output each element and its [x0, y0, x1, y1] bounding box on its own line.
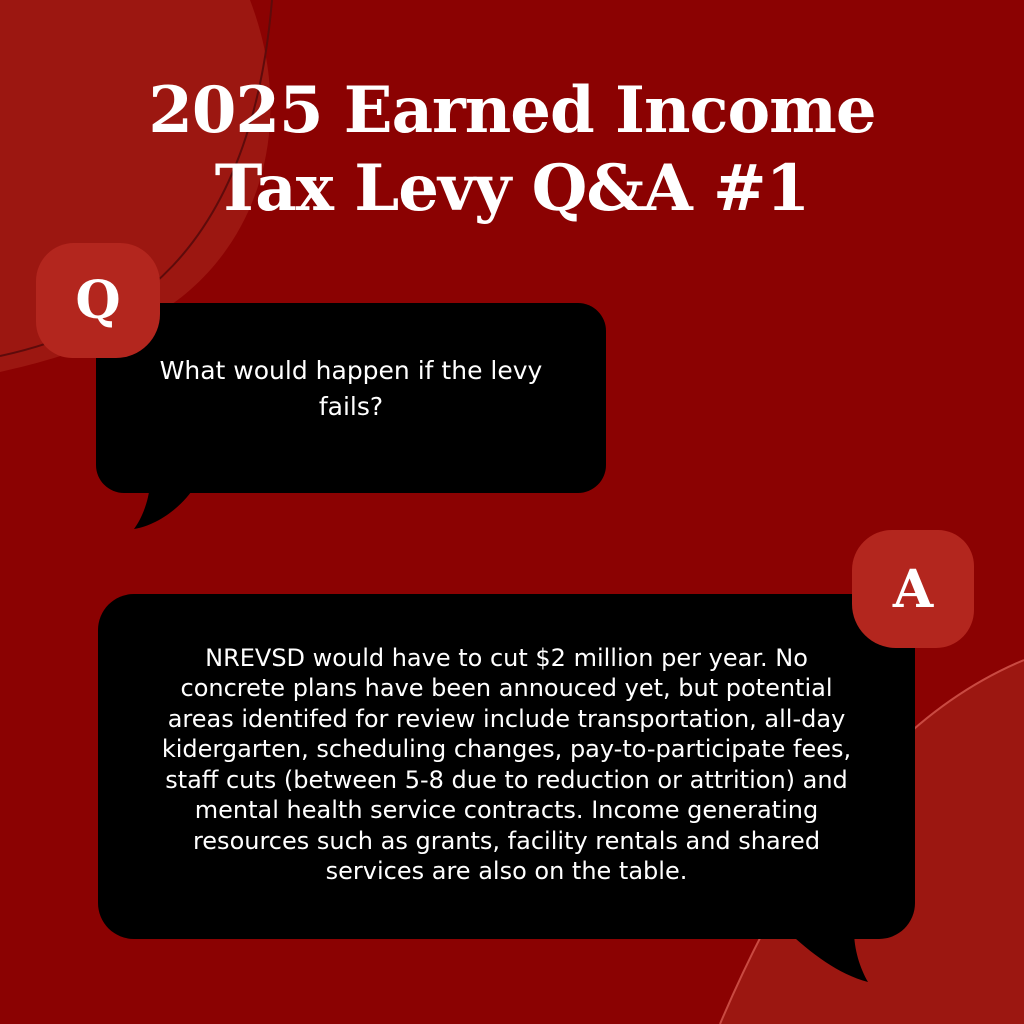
question-text: What would happen if the levy fails?: [159, 356, 543, 421]
answer-badge: [852, 530, 974, 648]
page-title: [0, 72, 1024, 228]
question-bubble: [96, 303, 606, 493]
question-badge-letter: Q: [75, 270, 121, 331]
question-badge: [36, 243, 160, 358]
title-line-2: Tax Levy Q&A #1: [214, 151, 810, 226]
answer-badge-letter: A: [892, 558, 934, 620]
answer-bubble: [98, 594, 915, 939]
answer-text: NREVSD would have to cut $2 million per year. No concrete plans have been annouced yet, but potential areas identifed for review include transportation, all-day kidergarten, scheduling changes, pay-to-participate fees, staff cuts (between 5-8 due to reduction or attrition) and mental health service contracts. Income generating resources such as grants, facility rentals and shared services are also on the table.: [161, 643, 852, 885]
title-line-1: 2025 Earned Income: [148, 73, 876, 148]
